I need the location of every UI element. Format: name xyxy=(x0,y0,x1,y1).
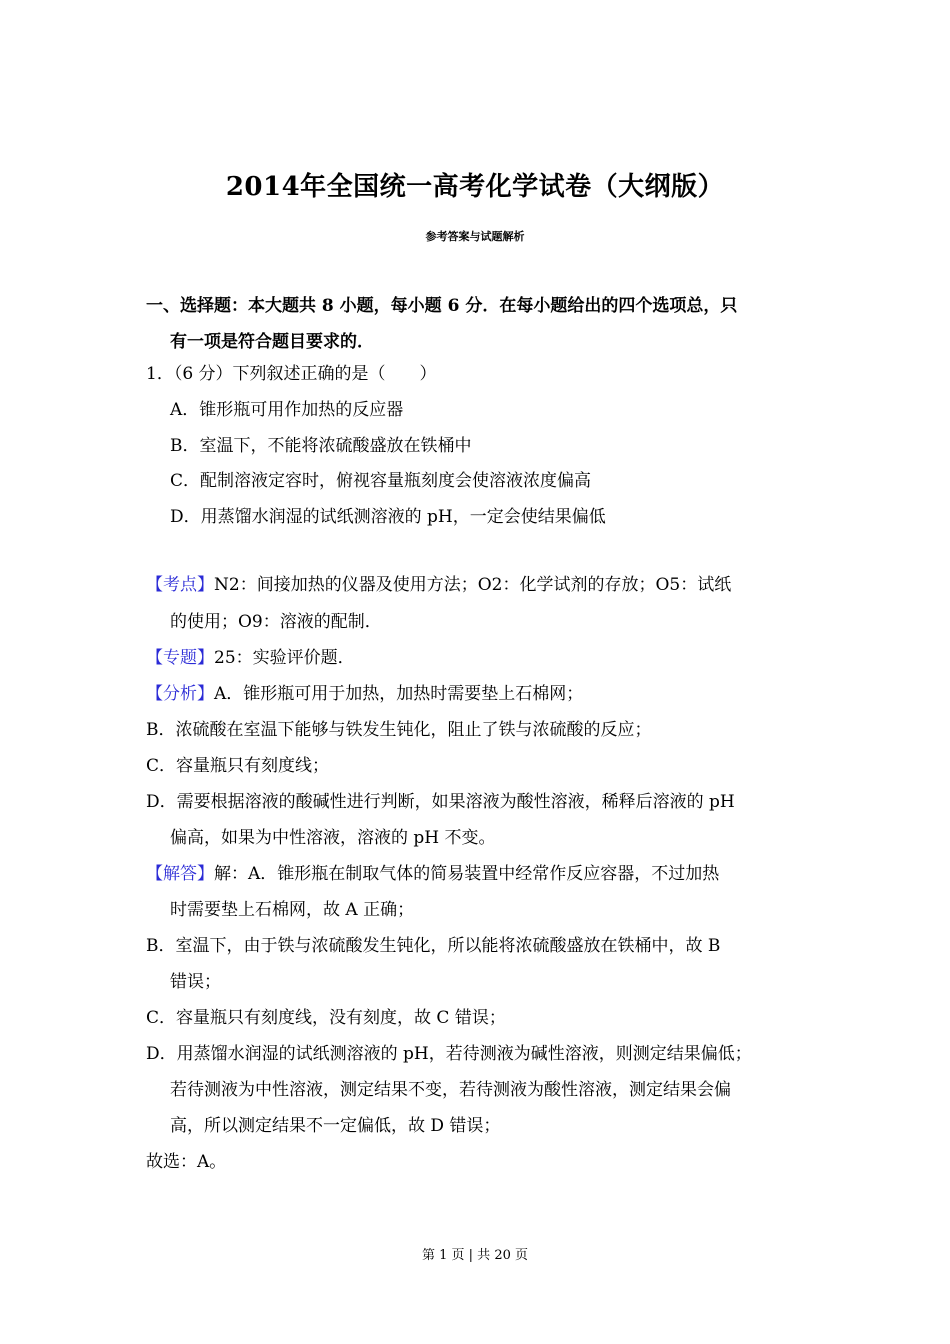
option-d: D．用蒸馏水润湿的试纸测溶液的 pH，一定会使结果偏低 xyxy=(170,507,606,527)
fenxi-d2: 偏高，如果为中性溶液，溶液的 pH 不变。 xyxy=(170,828,496,848)
fenxi-line-a xyxy=(146,676,583,712)
kaodian-line2: 的使用；O9：溶液的配制． xyxy=(170,612,382,632)
option-b: B．室温下，不能将浓硫酸盛放在铁桶中 xyxy=(170,436,472,456)
document-subtitle: 参考答案与试题解析 xyxy=(425,230,525,243)
fenxi-b: B．浓硫酸在室温下能够与铁发生钝化，阻止了铁与浓硫酸的反应； xyxy=(146,720,652,740)
document-title: 2014年全国统一高考化学试卷（大纲版） xyxy=(225,172,725,202)
jieda-tag: 【解答】 xyxy=(146,864,214,884)
zhuanti-line xyxy=(146,640,355,676)
kaodian-tag: 【考点】 xyxy=(146,575,214,595)
jieda-b2: 错误； xyxy=(170,972,221,992)
kaodian-line1 xyxy=(146,567,731,603)
option-a: A．锥形瓶可用作加热的反应器 xyxy=(170,400,404,420)
zhuanti-tag: 【专题】 xyxy=(146,648,214,668)
question-stem: 1．（6 分）下列叙述正确的是（ ） xyxy=(146,364,437,384)
fenxi-a: A．锥形瓶可用于加热，加热时需要垫上石棉网； xyxy=(214,684,584,704)
jieda-b1: B．室温下，由于铁与浓硫酸发生钝化，所以能将浓硫酸盛放在铁桶中，故 B xyxy=(146,936,721,956)
page-footer: 第 1 页 | 共 20 页 xyxy=(422,1248,528,1263)
fenxi-d1: D．需要根据溶液的酸碱性进行判断，如果溶液为酸性溶液，稀释后溶液的 pH xyxy=(146,792,735,812)
fenxi-tag: 【分析】 xyxy=(146,684,214,704)
jieda-c: C．容量瓶只有刻度线，没有刻度，故 C 错误； xyxy=(146,1008,506,1028)
zhuanti-text: 25：实验评价题． xyxy=(214,648,355,668)
jieda-line-a1 xyxy=(146,856,719,892)
section-heading-line1: 一、选择题：本大题共 8 小题，每小题 6 分．在每小题给出的四个选项总，只 xyxy=(146,296,738,316)
jieda-a2: 时需要垫上石棉网，故 A 正确； xyxy=(170,900,415,920)
jieda-d2: 若待测液为中性溶液，测定结果不变，若待测液为酸性溶液，测定结果会偏 xyxy=(170,1080,731,1100)
jieda-a1: 解：A．锥形瓶在制取气体的简易装置中经常作反应容器，不过加热 xyxy=(214,864,720,884)
jieda-d1: D．用蒸馏水润湿的试纸测溶液的 pH，若待测液为碱性溶液，则测定结果偏低； xyxy=(146,1044,752,1064)
option-c: C．配制溶液定容时，俯视容量瓶刻度会使溶液浓度偏高 xyxy=(170,471,592,491)
fenxi-c: C．容量瓶只有刻度线； xyxy=(146,756,330,776)
section-heading-line2: 有一项是符合题目要求的． xyxy=(170,332,374,352)
section-heading xyxy=(146,288,814,360)
jieda-answer: 故选：A。 xyxy=(146,1152,227,1172)
kaodian-text1: N2：间接加热的仪器及使用方法；O2：化学试剂的存放；O5：试纸 xyxy=(214,575,732,595)
jieda-d3: 高，所以测定结果不一定偏低，故 D 错误； xyxy=(170,1116,501,1136)
